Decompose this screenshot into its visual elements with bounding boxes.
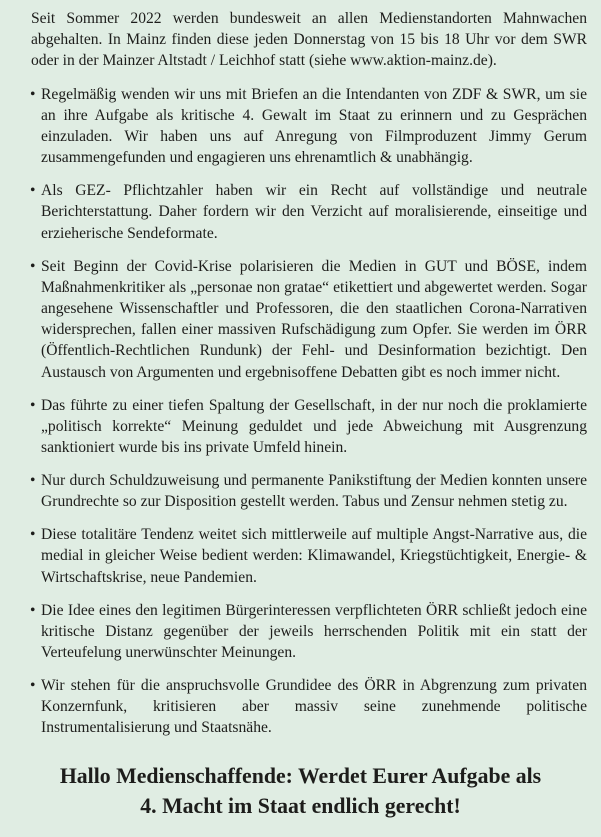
bullet-icon: • xyxy=(30,257,36,275)
list-item-text: Wir stehen für die anspruchsvolle Grundidee des ÖRR in Abgrenzung zum privaten Konzernfunk, kritisieren aber massiv seine zunehmende politische Instrumentalisierung und Staatsnähe. xyxy=(41,677,587,737)
list-item xyxy=(31,600,587,664)
bullet-icon: • xyxy=(30,601,36,619)
bullet-icon: • xyxy=(30,677,36,695)
intro-paragraph: Seit Sommer 2022 werden bundesweit an allen Medienstandorten Mahnwachen abgehalten. In Mainz finden diese jeden Donnerstag von 15 bis 18 Uhr vor dem SWR oder in der Mainzer Altstadt / Leichhof statt (siehe www.aktion-mainz.de). xyxy=(31,10,587,70)
list-item xyxy=(31,84,587,169)
list-item xyxy=(31,395,587,459)
list-item xyxy=(31,470,587,512)
list-item-text: Diese totalitäre Tendenz weitet sich mittlerweile auf multiple Angst-Narrative aus, die medial in gleicher Weise bedient werden: Klimawandel, Kriegstüchtigkeit, Energie- & Wirtschaftskrise, neue Pandemien. xyxy=(41,526,587,586)
closing-line-2: 4. Macht im Staat endlich gerecht! xyxy=(140,793,461,818)
demands-list xyxy=(31,84,587,739)
list-item xyxy=(31,256,587,383)
bullet-icon: • xyxy=(30,85,36,103)
list-item xyxy=(31,675,587,739)
list-item xyxy=(31,180,587,244)
list-item xyxy=(31,524,587,588)
list-item-text: Nur durch Schuldzuweisung und permanente Panikstiftung der Medien konnten unsere Grundrechte so zur Disposition gestellt werden. Tabus und Zensur nehmen stetig zu. xyxy=(41,472,587,511)
list-item-text: Regelmäßig wenden wir uns mit Briefen an die Intendanten von ZDF & SWR, um sie an ihre Aufgabe als kritische 4. Gewalt im Staat zu erinnern und zu Gesprächen einzuladen. Wir haben uns auf Anregung von Filmproduzent Jimmy Gerum zusammengefunden und engagieren uns ehrenamtlich & unabhängig. xyxy=(41,85,587,167)
closing-headline xyxy=(14,761,587,821)
list-item-text: Seit Beginn der Covid-Krise polarisieren die Medien in GUT und BÖSE, indem Maßnahmenkritiker als „personae non gratae“ etikettiert und abgewertet werden. Sogar angesehene Wissenschaftler und Professoren, die den staatlichen Corona-Narrativen widersprechen, fallen einer massiven Rufschädigung zum Opfer. Sie werden im ÖRR (Öffentlich-Rechtlichen Rundunk) der Fehl- und Desinformation bezichtigt. Den Austausch von Argumenten und ergebnisoffene Debatten gibt es noch immer nicht. xyxy=(41,257,587,381)
list-item-text: Das führte zu einer tiefen Spaltung der Gesellschaft, in der nur noch die proklamierte „politisch korrekte“ Meinung geduldet und jede Abweichung mit Ausgrenzung sanktioniert wurde bis ins private Umfeld hinein. xyxy=(41,396,587,457)
list-item-text: Die Idee eines den legitimen Bürgerinteressen verpflichteten ÖRR schließt jedoch eine kritische Distanz gegenüber der jeweils herrschenden Politik mit ein statt der Verteufelung unerwünschter Meinungen. xyxy=(41,601,587,662)
bullet-icon: • xyxy=(30,396,36,414)
bullet-icon: • xyxy=(30,526,36,544)
bullet-icon: • xyxy=(30,182,36,200)
closing-line-1: Hallo Medienschaffende: Werdet Eurer Aufgabe als xyxy=(59,763,542,788)
bullet-icon: • xyxy=(30,472,36,490)
list-item-text: Als GEZ- Pflichtzahler haben wir ein Recht auf vollständige und neutrale Berichterstattung. Daher fordern wir den Verzicht auf moralisierende, einseitige und erzieherische Sendeformate. xyxy=(41,182,587,242)
